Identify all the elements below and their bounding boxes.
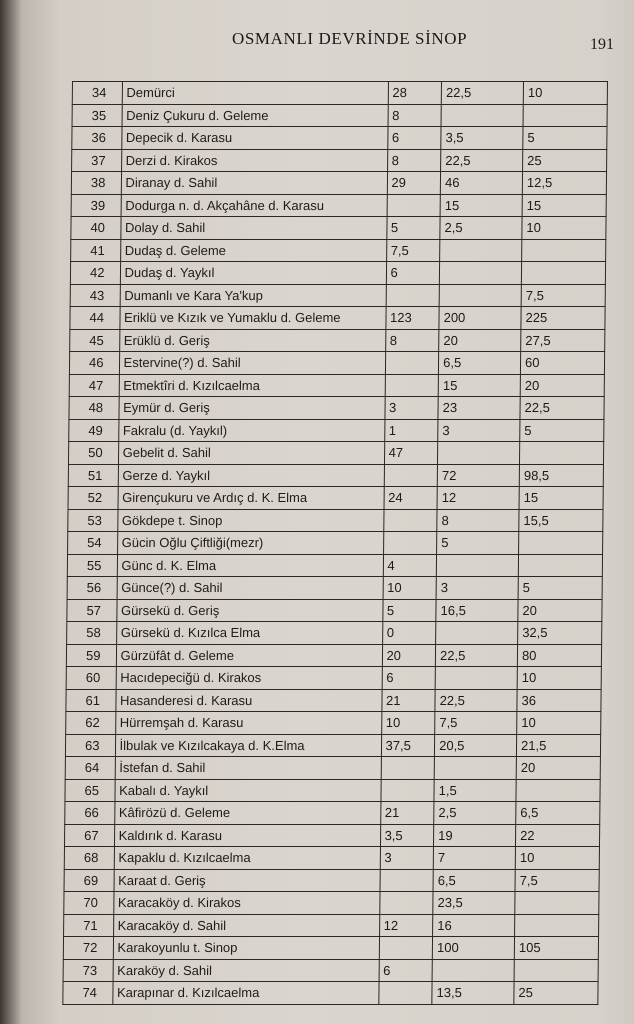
table-row: [69, 352, 604, 375]
row-number: 44: [70, 307, 120, 330]
value-col-2: 23,5: [433, 892, 515, 915]
row-number: 34: [72, 82, 122, 105]
place-name: Girençukuru ve Ardıç d. K. Elma: [118, 487, 384, 510]
value-col-2: 13,5: [432, 982, 514, 1005]
row-number: 61: [66, 689, 116, 712]
value-col-2: 2,5: [434, 802, 516, 825]
value-col-3: 32,5: [518, 622, 602, 645]
table-row: [69, 397, 604, 420]
value-col-3: [520, 442, 604, 465]
value-col-3: 80: [517, 644, 601, 667]
place-name: Hürremşah d. Karasu: [115, 712, 381, 735]
value-col-3: [522, 239, 606, 262]
place-name: Kabalı d. Yaykıl: [115, 779, 381, 802]
table-row: [71, 239, 606, 262]
place-name: İlbulak ve Kızılcakaya d. K.Elma: [115, 734, 381, 757]
place-name: Gökdepe t. Sinop: [117, 509, 383, 532]
row-number: 58: [67, 622, 117, 645]
place-name: Eymür d. Geriş: [119, 397, 385, 420]
table-row: [64, 869, 599, 892]
row-number: 72: [63, 937, 113, 960]
row-number: 36: [72, 127, 122, 150]
table-row: [67, 599, 602, 622]
row-number: 65: [65, 779, 115, 802]
table-row: [70, 284, 605, 307]
value-col-3: 10: [517, 712, 601, 735]
row-number: 73: [63, 959, 113, 982]
value-col-2: 3: [438, 419, 520, 442]
table-row: [65, 802, 600, 825]
value-col-2: 20: [439, 329, 521, 352]
table-row: [71, 194, 606, 217]
value-col-3: [516, 779, 600, 802]
value-col-1: 123: [385, 307, 439, 330]
value-col-1: 21: [381, 689, 435, 712]
table-row: [71, 172, 606, 195]
value-col-3: [515, 892, 599, 915]
value-col-2: 3,5: [441, 127, 523, 150]
value-col-3: [515, 914, 599, 937]
table-row: [66, 689, 601, 712]
value-col-2: 1,5: [434, 779, 516, 802]
value-col-1: 28: [388, 82, 442, 105]
value-col-2: 22,5: [435, 644, 517, 667]
row-number: 60: [66, 667, 116, 690]
place-name: Fakralu (d. Yaykıl): [118, 419, 384, 442]
place-name: Karakoyunlu t. Sinop: [113, 937, 379, 960]
place-name: Dolay d. Sahil: [120, 217, 386, 240]
value-col-1: 7,5: [386, 239, 440, 262]
row-number: 51: [68, 464, 118, 487]
place-name: Dudaş d. Yaykıl: [120, 262, 386, 285]
table-row: [64, 824, 599, 847]
table-row: [68, 487, 603, 510]
value-col-3: 15: [522, 194, 606, 217]
place-name: Gürsekü d. Geriş: [116, 599, 382, 622]
value-col-2: 5: [437, 532, 519, 555]
value-col-1: 21: [380, 802, 434, 825]
table-row: [66, 644, 601, 667]
value-col-3: 15,5: [519, 509, 603, 532]
table-row: [70, 262, 605, 285]
value-col-1: 6: [379, 959, 433, 982]
row-number: 42: [70, 262, 120, 285]
value-col-1: [380, 779, 434, 802]
value-col-2: [439, 262, 521, 285]
row-number: 37: [72, 149, 122, 172]
place-name: Dodurga n. d. Akçahâne d. Karasu: [121, 194, 387, 217]
value-col-2: 22,5: [441, 82, 523, 105]
row-number: 47: [69, 374, 119, 397]
value-col-2: 22,5: [441, 149, 523, 172]
row-number: 57: [67, 599, 117, 622]
place-name: Gerze d. Yaykıl: [118, 464, 384, 487]
value-col-2: [440, 239, 522, 262]
value-col-1: [386, 284, 440, 307]
value-col-3: 7,5: [521, 284, 605, 307]
value-col-3: 10: [517, 667, 601, 690]
row-number: 52: [68, 487, 118, 510]
place-name: Etmektîri d. Kızılcaelma: [119, 374, 385, 397]
value-col-2: 6,5: [433, 869, 515, 892]
value-col-1: 8: [385, 329, 439, 352]
place-name: Depecik d. Karasu: [121, 127, 387, 150]
row-number: 62: [66, 712, 116, 735]
value-col-1: 4: [383, 554, 437, 577]
value-col-3: 6,5: [516, 802, 600, 825]
place-name: Hacıdepeciğü d. Kirakos: [116, 667, 382, 690]
place-name: Gücin Oğlu Çiftliği(mezr): [117, 532, 383, 555]
value-col-3: 10: [515, 847, 599, 870]
place-name: Kapaklu d. Kızılcaelma: [114, 847, 380, 870]
value-col-2: 3: [436, 577, 518, 600]
value-col-2: 200: [439, 307, 521, 330]
place-name: Deniz Çukuru d. Geleme: [122, 104, 388, 127]
page-number: 191: [590, 36, 614, 53]
row-number: 35: [72, 104, 122, 127]
value-col-3: 20: [518, 599, 602, 622]
value-col-1: 3: [384, 397, 438, 420]
value-col-1: [379, 937, 433, 960]
row-number: 64: [65, 757, 115, 780]
value-col-1: 20: [382, 644, 436, 667]
place-name: Dudaş d. Geleme: [120, 239, 386, 262]
value-col-1: 6: [386, 262, 440, 285]
table-row: [66, 667, 601, 690]
row-number: 59: [66, 644, 116, 667]
value-col-3: [521, 262, 605, 285]
place-name: Erüklü d. Geriş: [119, 329, 385, 352]
table-row: [63, 982, 598, 1005]
table-row: [72, 149, 607, 172]
place-name: Günc d. K. Elma: [117, 554, 383, 577]
value-col-2: [434, 757, 516, 780]
value-col-1: [384, 464, 438, 487]
value-col-2: 7,5: [435, 712, 517, 735]
table-row: [70, 329, 605, 352]
value-col-1: 24: [384, 487, 438, 510]
table-row: [65, 779, 600, 802]
value-col-1: 5: [382, 599, 436, 622]
value-col-2: 12: [437, 487, 519, 510]
page-header-title: OSMANLI DEVRİNDE SİNOP: [232, 29, 468, 48]
row-number: 54: [68, 532, 118, 555]
value-col-3: [518, 554, 602, 577]
value-col-3: 12,5: [522, 172, 606, 195]
value-col-1: 0: [382, 622, 436, 645]
table-row: [63, 959, 598, 982]
value-col-3: 10: [523, 82, 607, 105]
place-name: Derzi d. Kirakos: [121, 149, 387, 172]
table-row: [72, 82, 607, 105]
value-col-3: 25: [514, 982, 598, 1005]
row-number: 43: [70, 284, 120, 307]
value-col-2: [435, 667, 517, 690]
table-row: [70, 307, 605, 330]
value-col-1: 8: [388, 104, 442, 127]
value-col-1: [378, 982, 432, 1005]
table-row: [69, 419, 604, 442]
row-number: 63: [65, 734, 115, 757]
table-row: [69, 374, 604, 397]
value-col-1: [383, 532, 437, 555]
village-table-body: [63, 82, 608, 1005]
value-col-2: 46: [440, 172, 522, 195]
table-row: [67, 554, 602, 577]
row-number: 67: [64, 824, 114, 847]
value-col-2: [441, 104, 523, 127]
table-row: [64, 914, 599, 937]
value-col-2: 19: [434, 824, 516, 847]
value-col-1: 5: [386, 217, 440, 240]
place-name: Karaat d. Geriş: [114, 869, 380, 892]
value-col-1: [381, 757, 435, 780]
place-name: Günce(?) d. Sahil: [117, 577, 383, 600]
place-name: Gürzüfât d. Geleme: [116, 644, 382, 667]
value-col-2: [439, 284, 521, 307]
value-col-2: [436, 622, 518, 645]
value-col-3: 20: [516, 757, 600, 780]
value-col-2: [432, 959, 514, 982]
table-row: [71, 217, 606, 240]
value-col-3: 15: [519, 487, 603, 510]
value-col-1: 29: [387, 172, 441, 195]
place-name: Gürsekü d. Kızılca Elma: [116, 622, 382, 645]
row-number: 66: [65, 802, 115, 825]
place-name: Estervine(?) d. Sahil: [119, 352, 385, 375]
row-number: 68: [64, 847, 114, 870]
row-number: 74: [63, 982, 113, 1005]
value-col-1: 1: [384, 419, 438, 442]
place-name: Kaldırık d. Karasu: [114, 824, 380, 847]
value-col-3: 225: [521, 307, 605, 330]
value-col-3: [514, 959, 598, 982]
place-name: İstefan d. Sahil: [115, 757, 381, 780]
value-col-3: 5: [518, 577, 602, 600]
value-col-3: 22: [515, 824, 599, 847]
value-col-3: 36: [517, 689, 601, 712]
value-col-2: [436, 554, 518, 577]
place-name: Karacaköy d. Kirakos: [113, 892, 379, 915]
value-col-2: 23: [438, 397, 520, 420]
value-col-2: [438, 442, 520, 465]
value-col-3: [519, 532, 603, 555]
place-name: Demürci: [122, 82, 388, 105]
value-col-3: 20: [520, 374, 604, 397]
table-row: [68, 509, 603, 532]
place-name: Kâfirözü d. Geleme: [114, 802, 380, 825]
value-col-1: 6: [382, 667, 436, 690]
place-name: Dumanlı ve Kara Ya'kup: [120, 284, 386, 307]
value-col-2: 7: [433, 847, 515, 870]
value-col-1: 37,5: [381, 734, 435, 757]
value-col-3: 10: [522, 217, 606, 240]
value-col-2: 100: [432, 937, 514, 960]
table-row: [68, 532, 603, 555]
value-col-1: 8: [387, 149, 441, 172]
place-name: Karapınar d. Kızılcaelma: [112, 982, 378, 1005]
row-number: 69: [64, 869, 114, 892]
table-row: [68, 464, 603, 487]
value-col-1: 6: [387, 127, 441, 150]
value-col-3: 22,5: [520, 397, 604, 420]
value-col-1: [387, 194, 441, 217]
table-row: [63, 937, 598, 960]
table-row: [72, 127, 607, 150]
table-row: [64, 892, 599, 915]
row-number: 55: [67, 554, 117, 577]
row-number: 53: [68, 509, 118, 532]
value-col-3: 98,5: [519, 464, 603, 487]
value-col-1: [380, 869, 434, 892]
row-number: 38: [71, 172, 121, 195]
table-row: [67, 622, 602, 645]
value-col-3: 7,5: [515, 869, 599, 892]
place-name: Eriklü ve Kızık ve Yumaklu d. Geleme: [119, 307, 385, 330]
value-col-2: 15: [438, 374, 520, 397]
value-col-3: 60: [520, 352, 604, 375]
place-name: Karacaköy d. Sahil: [113, 914, 379, 937]
table-row: [64, 847, 599, 870]
value-col-1: 47: [384, 442, 438, 465]
value-col-3: 105: [514, 937, 598, 960]
value-col-2: 16: [433, 914, 515, 937]
row-number: 49: [69, 419, 119, 442]
table-row: [65, 757, 600, 780]
value-col-1: [383, 509, 437, 532]
row-number: 56: [67, 577, 117, 600]
row-number: 71: [64, 914, 114, 937]
value-col-1: [385, 352, 439, 375]
row-number: 41: [71, 239, 121, 262]
value-col-1: 12: [379, 914, 433, 937]
value-col-2: 22,5: [435, 689, 517, 712]
place-name: Hasanderesi d. Karasu: [115, 689, 381, 712]
row-number: 70: [64, 892, 114, 915]
value-col-3: 21,5: [516, 734, 600, 757]
row-number: 50: [68, 442, 118, 465]
village-table: [62, 81, 608, 1005]
place-name: Karaköy d. Sahil: [113, 959, 379, 982]
value-col-2: 15: [440, 194, 522, 217]
row-number: 45: [70, 329, 120, 352]
place-name: Gebelit d. Sahil: [118, 442, 384, 465]
value-col-1: 3: [380, 847, 434, 870]
value-col-1: [385, 374, 439, 397]
value-col-2: 6,5: [439, 352, 521, 375]
row-number: 40: [71, 217, 121, 240]
row-number: 39: [71, 194, 121, 217]
table-row: [72, 104, 607, 127]
value-col-3: [523, 104, 607, 127]
value-col-2: 8: [437, 509, 519, 532]
table-row: [68, 442, 603, 465]
place-name: Diranay d. Sahil: [121, 172, 387, 195]
value-col-3: 27,5: [521, 329, 605, 352]
value-col-2: 2,5: [440, 217, 522, 240]
value-col-1: 10: [381, 712, 435, 735]
table-row: [67, 577, 602, 600]
table-row: [66, 712, 601, 735]
table-row: [65, 734, 600, 757]
value-col-1: [379, 892, 433, 915]
value-col-1: 3,5: [380, 824, 434, 847]
value-col-3: 5: [520, 419, 604, 442]
row-number: 46: [69, 352, 119, 375]
value-col-3: 25: [523, 149, 607, 172]
value-col-2: 16,5: [436, 599, 518, 622]
row-number: 48: [69, 397, 119, 420]
value-col-1: 10: [383, 577, 437, 600]
value-col-3: 5: [523, 127, 607, 150]
value-col-2: 20,5: [435, 734, 517, 757]
value-col-2: 72: [437, 464, 519, 487]
